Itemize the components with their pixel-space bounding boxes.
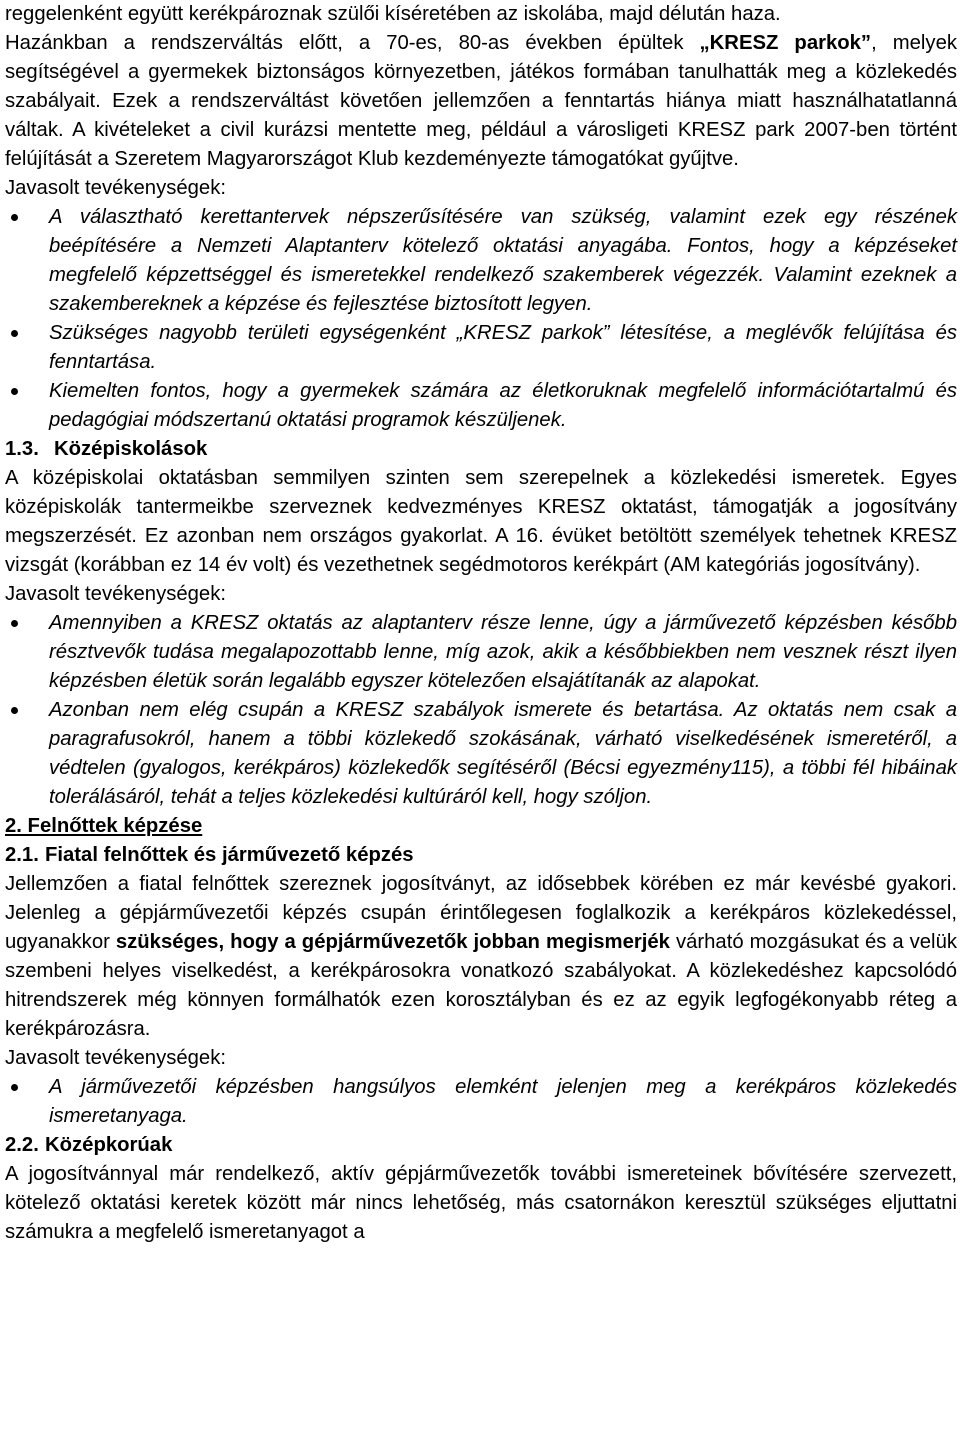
activities-list-2 (5, 609, 957, 812)
section-heading-2: 2. Felnőttek képzése (5, 815, 203, 837)
bullet-icon (11, 330, 18, 337)
list-item-text: A járművezetői képzésben hangsúlyos elemként jelenjen meg a kerékpáros közlekedés ismeretanyaga. (49, 1076, 957, 1127)
kresz-text-rest: , melyek segítségével a gyermekek biztonságos környezetben, játékos formában tanulhatták meg a közlekedés szabályait. Ezek a rendszerváltást követően jellemzően a fenntartás hiánya miatt használhatatlanná váltak. A kivételeket a civil kurázsi mentette meg, például a városligeti KRESZ park 2007-ben történt felújítását a Szeretem Magyarországot Klub kezdeményezte támogatókat gyűjtve. (5, 32, 957, 170)
bullet-icon (11, 620, 18, 627)
young-adults-text-rest: várható mozgásukat és a velük szembeni helyes viselkedést, a kerékpárosokra vonatkozó szabályokat. A közlekedéshez kapcsolódó hitrendszerek még könnyen formálhatók ezen korosztályban és ez az egyik legfogékonyabb réteg a kerékpározásra. (5, 931, 957, 1040)
bullet-icon (11, 707, 18, 714)
section-title: Középkorúak (45, 1134, 173, 1156)
list-item (5, 319, 957, 377)
section-number: 1.3. (5, 438, 39, 460)
list-item (5, 609, 957, 696)
kresz-parks-bold: „KRESZ parkok” (699, 32, 872, 54)
section-heading-2-2 (5, 1131, 957, 1160)
bullet-icon (11, 388, 18, 395)
list-item (5, 203, 957, 319)
paragraph-intro-continuation: reggelenként együtt kerékpároznak szülői kíséretében az iskolába, majd délután haza. (5, 3, 781, 25)
section-heading-1-3 (5, 435, 957, 464)
section-title: Fiatal felnőttek és járművezető képzés (45, 844, 414, 866)
section-title: Középiskolások (54, 438, 208, 460)
list-item-text: Kiemelten fontos, hogy a gyermekek számára az életkoruknak megfelelő információtartalmú és pedagógiai módszertanú oktatási programok készüljenek. (49, 380, 957, 431)
list-item-text: A választható kerettantervek népszerűsítésére van szükség, valamint ezek egy részének beépítésére a Nemzeti Alaptanterv kötelező oktatási anyagába. Fontos, hogy a képzéseket megfelelő képzettséggel és ismeretekkel rendelkező szakemberek végezzék. Valamint ezeknek a szakembereknek a képzése és fejlesztése biztosított legyen. (49, 206, 957, 315)
list-item (5, 1073, 957, 1131)
list-item (5, 696, 957, 812)
bullet-icon (11, 214, 18, 221)
section-number: 2.1. (5, 844, 39, 866)
activities-label: Javasolt tevékenységek: (5, 583, 226, 605)
paragraph-young-adults (5, 870, 957, 1044)
activities-list-1 (5, 203, 957, 435)
activities-label: Javasolt tevékenységek: (5, 1047, 226, 1069)
activities-label: Javasolt tevékenységek: (5, 177, 226, 199)
young-adults-text-start: Jellemzően a fiatal felnőttek szereznek jogosítványt, az idősebbek körében ez már kevésbé gyakori. Jelenleg a gépjárművezetői képzés csupán érintőlegesen foglalkozik a kerékpáros közlekedéssel, ugyanakkor (5, 873, 957, 953)
list-item (5, 377, 957, 435)
section-number: 2.2. (5, 1134, 39, 1156)
young-adults-bold: szükséges, hogy a gépjárművezetők jobban megismerjék (115, 931, 670, 953)
list-item-text: Szükséges nagyobb területi egységenként „KRESZ parkok” létesítése, a meglévők felújítása és fenntartása. (49, 322, 957, 373)
paragraph-secondary-schools: A középiskolai oktatásban semmilyen szinten sem szerepelnek a közlekedési ismeretek. Egyes középiskolák tantermeikbe szerveznek kedvezményes KRESZ oktatást, támogatják a jogosítvány megszerzését. Ez azonban nem országos gyakorlat. A 16. évüket betöltött személyek tehetnek KRESZ vizsgát (korábban ez 14 év volt) és vezethetnek segédmotoros kerékpárt (AM kategóriás jogosítvány). (5, 467, 957, 576)
list-item-text: Amennyiben a KRESZ oktatás az alaptanterv része lenne, úgy a járművezető képzésben később résztvevők tudása megalapozottabb lenne, míg azok, akik a későbbiekben nem vesznek részt ilyen képzésben életük során legalább egyszer kötelezően elsajátítanák az alapokat. (49, 612, 957, 692)
paragraph-kresz-parks (5, 29, 957, 174)
paragraph-middle-aged: A jogosítvánnyal már rendelkező, aktív gépjárművezetők további ismereteinek bővítésére szervezett, kötelező oktatási keretek között már nincs lehetőség, más csatornákon keresztül szükséges eljuttatni számukra a megfelelő ismeretanyagot a (5, 1163, 957, 1243)
activities-list-3 (5, 1073, 957, 1131)
section-heading-2-1 (5, 841, 957, 870)
list-item-text: Azonban nem elég csupán a KRESZ szabályok ismerete és betartása. Az oktatás nem csak a paragrafusokról, hanem a többi közlekedő szokásának, várható viselkedésének ismeretéről, a védtelen (gyalogos, kerékpáros) közlekedők segítéséről (Bécsi egyezmény115), a többi fél hibáinak tolerálásáról, tehát a teljes közlekedési kultúráról kell, hogy szóljon. (49, 699, 957, 808)
bullet-icon (11, 1084, 18, 1091)
kresz-text-start: Hazánkban a rendszerváltás előtt, a 70-es, 80-as években épültek (5, 32, 700, 54)
